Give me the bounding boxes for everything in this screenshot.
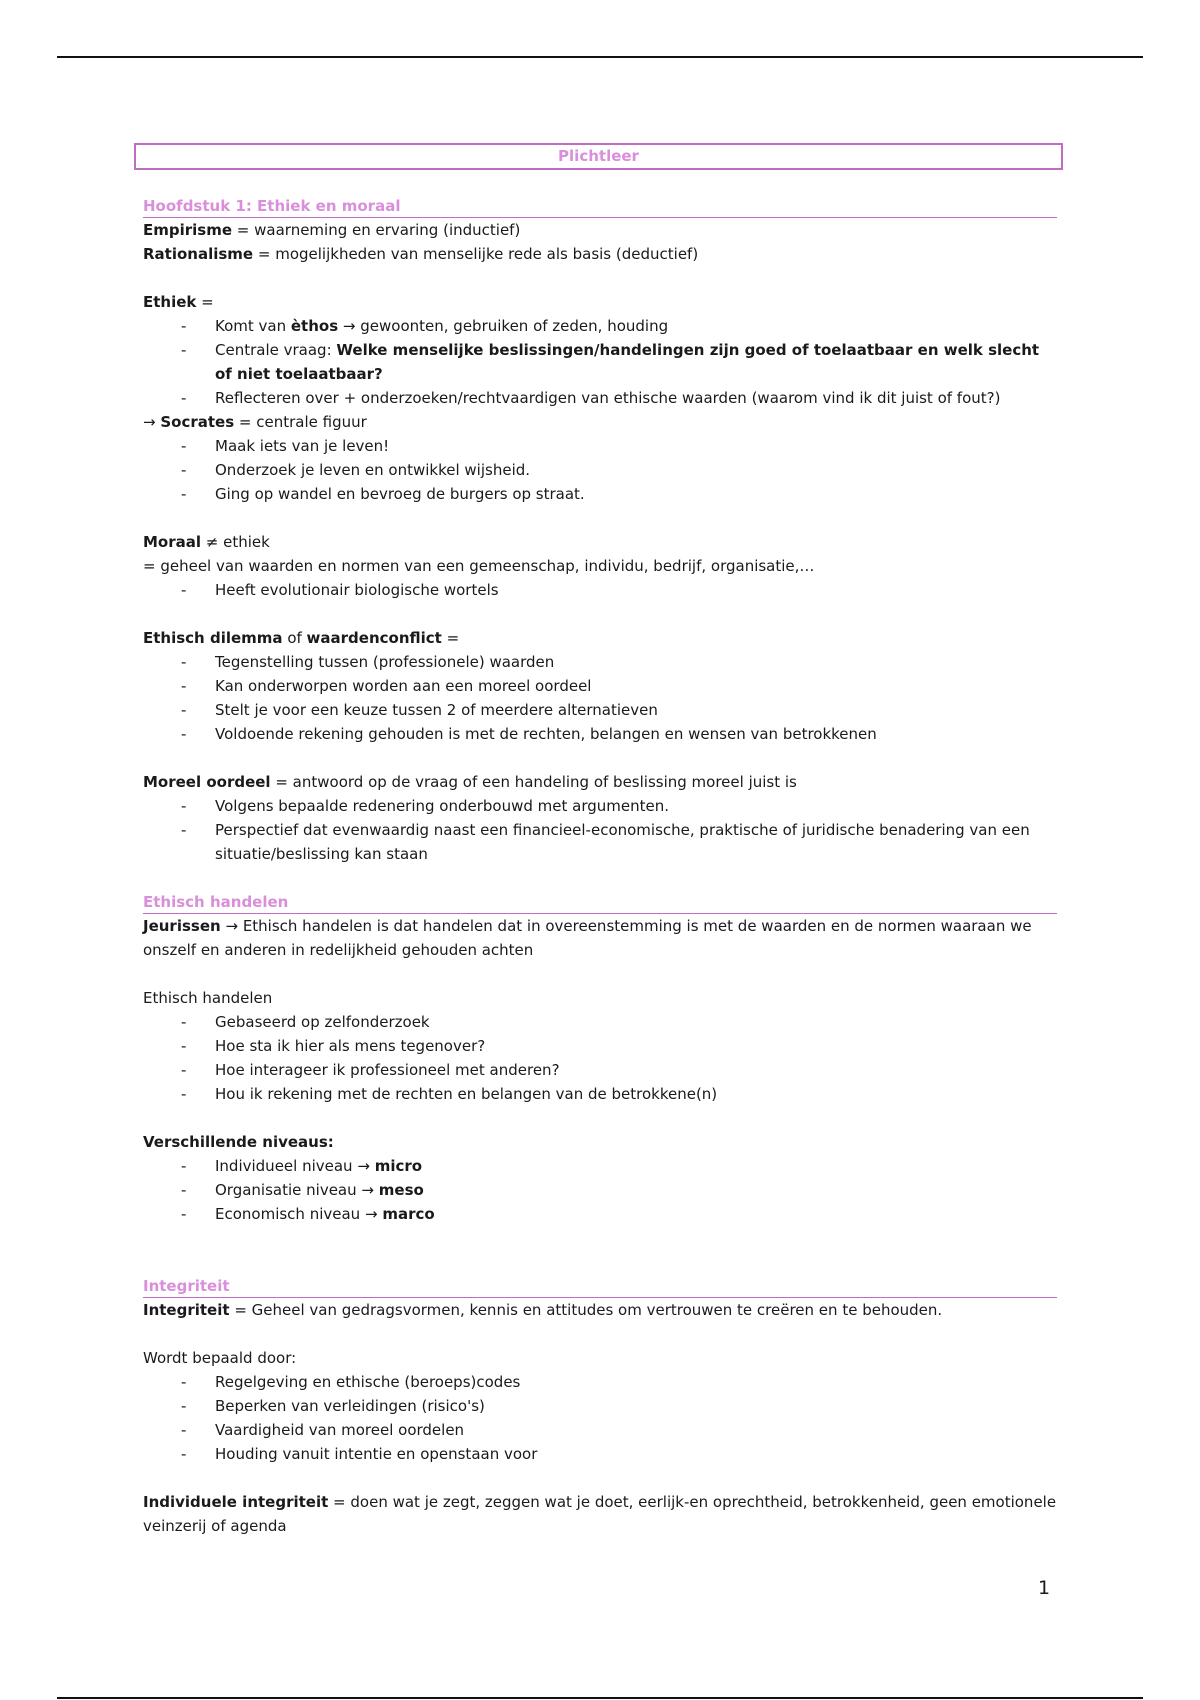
bullet-dash: - [181,1373,187,1391]
section-heading-ethisch-handelen: Ethisch handelen [143,890,1057,914]
definition: = centrale figuur [234,413,367,431]
term-individuele-integriteit: Individuele integriteit [143,1493,329,1511]
paragraph-socrates [143,410,1057,434]
bullet-dash: - [181,341,187,359]
paragraph-jeurissen [143,914,1057,962]
bullet-dash: - [181,485,187,503]
term-moraal: Moraal [143,533,202,551]
bullet-dash: - [181,653,187,671]
level: micro [374,1157,423,1175]
term-jeurissen: Jeurissen [143,917,221,935]
text: Economisch niveau [215,1205,365,1223]
arrow-icon: → [364,1205,378,1223]
section-heading-integriteit: Integriteit [143,1274,1057,1298]
paragraph-rationalisme [143,242,1057,266]
text: Ging op wandel en bevroeg de burgers op straat. [215,485,585,503]
text: Regelgeving en ethische (beroeps)codes [215,1373,521,1391]
list-item [143,386,1057,410]
bullet-dash: - [181,1445,187,1463]
term-moreel-oordeel: Moreel oordeel [143,773,271,791]
text: Gebaseerd op zelfonderzoek [215,1013,430,1031]
text: Tegenstelling tussen (professionele) waarden [215,653,555,671]
list-item [143,818,1057,866]
definition: = mogelijkheden van menselijke rede als basis (deductief) [253,245,699,263]
text: Organisatie niveau [215,1181,362,1199]
list-item [143,482,1057,506]
term-waardenconflict: waardenconflict [306,629,442,647]
bullet-dash: - [181,1013,187,1031]
list-item [143,1442,1057,1466]
definition: = waarneming en ervaring (inductief) [232,221,521,239]
definition: = doen wat je zegt, zeggen wat je doet, eerlijk-en oprechtheid, betrokkenheid, geen emotionele veinzerij of agenda [143,1493,1057,1535]
level: marco [382,1205,435,1223]
paragraph-moreel-oordeel [143,770,1057,794]
page-number: 1 [1038,1577,1051,1599]
text: Voldoende rekening gehouden is met de rechten, belangen en wensen van betrokkenen [215,725,877,743]
bullet-dash: - [181,1157,187,1175]
text: Heeft evolutionair biologische wortels [215,581,499,599]
bullet-dash: - [181,1421,187,1439]
paragraph-ethisch-handelen: Ethisch handelen [143,989,273,1007]
bullet-dash: - [181,1085,187,1103]
list-item [143,458,1057,482]
paragraph-moraal [143,530,1057,554]
paragraph-individuele-integriteit [143,1490,1057,1538]
text: Komt van [215,317,291,335]
text: Perspectief dat evenwaardig naast een financieel-economische, praktische of juridische benadering van een situatie/beslissing kan staan [215,821,1030,863]
list-item [143,674,1057,698]
section-heading-ethiek: Hoofdstuk 1: Ethiek en moraal [143,194,1057,218]
list-item [143,1082,1057,1106]
list-item [143,1418,1057,1442]
document-title: Plichtleer [134,143,1063,170]
central-question: Welke menselijke beslissingen/handelingen zijn goed of toelaatbaar en welk slecht of niet toelaatbaar? [215,341,1040,383]
text: Reflecteren over + onderzoeken/rechtvaardigen van ethische waarden (waarom vind ik dit juist of fout?) [215,389,1001,407]
paragraph-dilemma [143,626,1057,650]
definition: Ethisch handelen is dat handelen dat in overeenstemming is met de waarden en de normen waaraan we onszelf en anderen in redelijkheid gehouden achten [143,917,1032,959]
list-item [143,1394,1057,1418]
document-body [143,194,1057,1538]
list-item [143,1034,1057,1058]
list-item [143,1010,1057,1034]
bullet-dash: - [181,1181,187,1199]
text: Stelt je voor een keuze tussen 2 of meerdere alternatieven [215,701,658,719]
term-empirisme: Empirisme [143,221,233,239]
definition: = Geheel van gedragsvormen, kennis en attitudes om vertrouwen te creëren en te behouden. [229,1301,943,1319]
bullet-dash: - [181,317,187,335]
paragraph-bepaald-door: Wordt bepaald door: [143,1349,297,1367]
text: Beperken van verleidingen (risico's) [215,1397,485,1415]
equals: = [441,629,460,647]
arrow-icon: → [361,1181,374,1199]
list-item [143,1202,1057,1226]
bullet-dash: - [181,389,187,407]
list-item [143,1058,1057,1082]
term-socrates: Socrates [160,413,235,431]
term-ethos: èthos [290,317,339,335]
arrow-icon: → [225,917,239,935]
paragraph-ethiek [143,290,1057,314]
text: Hou ik rekening met de rechten en belangen van de betrokkene(n) [215,1085,718,1103]
text: Centrale vraag: [215,341,337,359]
paragraph-integriteit [143,1298,1057,1322]
header-rule [57,56,1143,58]
bullet-dash: - [181,1061,187,1079]
list-item [143,1178,1057,1202]
text: Vaardigheid van moreel oordelen [215,1421,465,1439]
equals: = [196,293,214,311]
bullet-dash: - [181,797,187,815]
arrow-icon: → [357,1157,370,1175]
niveaus-label: Verschillende niveaus: [143,1133,334,1151]
list-item [143,578,1057,602]
bullet-dash: - [181,461,187,479]
bullet-dash: - [181,581,187,599]
text: Onderzoek je leven en ontwikkel wijsheid. [215,461,531,479]
arrow-icon: → [143,413,156,431]
bullet-dash: - [181,725,187,743]
list-item [143,650,1057,674]
list-item [143,794,1057,818]
paragraph-moraal-definition: = geheel van waarden en normen van een gemeenschap, individu, bedrijf, organisatie,… [143,557,815,575]
bullet-dash: - [181,1205,187,1223]
list-item [143,1370,1057,1394]
arrow-icon: → [342,317,356,335]
term-rationalisme: Rationalisme [143,245,254,263]
bullet-dash: - [181,677,187,695]
text: Hoe sta ik hier als mens tegenover? [215,1037,486,1055]
bullet-dash: - [181,1397,187,1415]
term-ethisch-dilemma: Ethisch dilemma [143,629,283,647]
text: Individueel niveau [215,1157,358,1175]
bullet-dash: - [181,821,187,839]
list-item [143,338,1057,386]
text: Maak iets van je leven! [215,437,390,455]
list-item [143,1154,1057,1178]
text: Hoe interageer ik professioneel met anderen? [215,1061,560,1079]
paragraph-empirisme [143,218,1057,242]
bullet-dash: - [181,1037,187,1055]
text: gewoonten, gebruiken of zeden, houding [355,317,669,335]
term-integriteit: Integriteit [143,1301,230,1319]
definition: = antwoord op de vraag of een handeling of beslissing moreel juist is [270,773,797,791]
text: Houding vanuit intentie en openstaan voor [215,1445,538,1463]
bullet-dash: - [181,701,187,719]
term-ethiek: Ethiek [143,293,197,311]
text: Kan onderworpen worden aan een moreel oordeel [215,677,592,695]
list-item [143,698,1057,722]
text: of [282,629,307,647]
definition: ≠ ethiek [201,533,270,551]
footer-rule [57,1697,1143,1699]
level: meso [378,1181,424,1199]
list-item [143,434,1057,458]
list-item [143,722,1057,746]
paragraph-niveaus [143,1130,1057,1154]
bullet-dash: - [181,437,187,455]
text: Volgens bepaalde redenering onderbouwd met argumenten. [215,797,670,815]
list-item [143,314,1057,338]
